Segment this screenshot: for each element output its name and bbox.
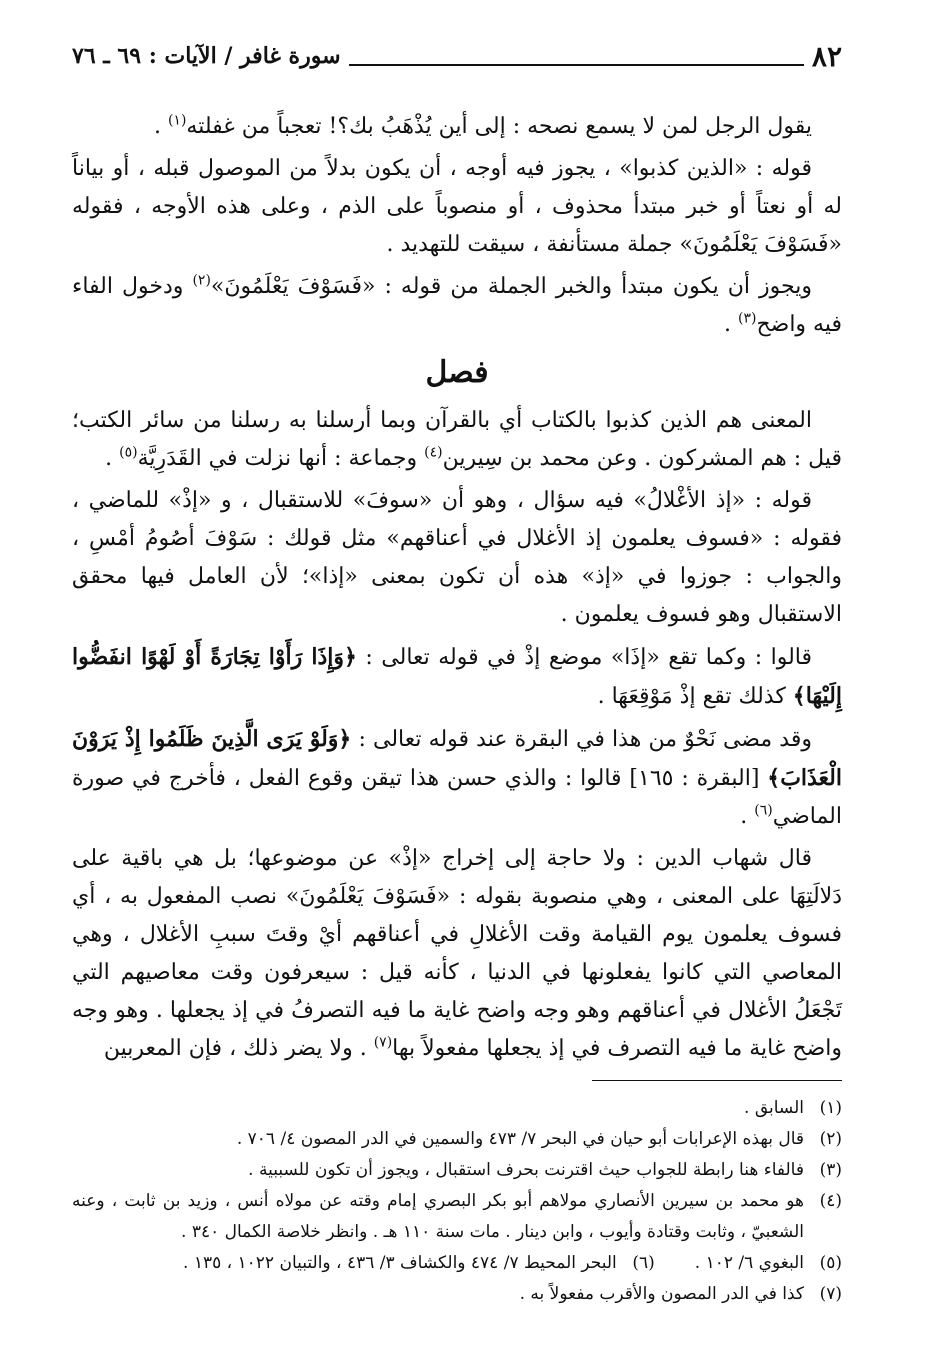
quran-verse: ﴿وَلَوْ يَرَى الَّذِينَ ظَلَمُوا إِذْ يَرَوْنَ الْعَذَابَ﴾ bbox=[72, 726, 842, 791]
header-rule bbox=[349, 64, 804, 66]
paragraph-text: قوله : «إذ الأغْلالُ» فيه سؤال ، وهو أن «سوفَ» للاستقبال ، و «إذْ» للماضي ، فقوله : «فسوف يعلمون إذ الأغلال في أعناقهم» مثل قولك : سَوْفَ أصُومُ أمْسِ ، والجواب : جوزوا في «إذ» هذه أن تكون بمعنى «إذا»؛ لأن العامل فيها محقق الاستقبال وهو فسوف يعلمون . bbox=[72, 488, 842, 627]
quran-verse: ﴿وَإِذَا رَأَوْا تِجَارَةً أَوْ لَهْوًا انفَضُّوا إِلَيْهَا﴾ bbox=[72, 644, 842, 709]
footnote-text: البغوي ٦/ ١٠٢ . bbox=[694, 1253, 804, 1273]
footnote-ref: (٥) bbox=[119, 444, 138, 461]
footnote-text: قال بهذه الإعرابات أبو حيان في البحر ٧/ ٤٧٣ والسمين في الدر المصون ٤/ ٧٠٦ . bbox=[236, 1129, 804, 1149]
paragraph-text: [البقرة : ١٦٥] قالوا : والذي حسن هذا تيقن وقوع الفعل ، فأخرج في صورة الماضي bbox=[72, 766, 842, 829]
paragraph bbox=[72, 720, 842, 836]
paragraph-text: ويجوز أن يكون مبتدأ والخبر الجملة من قوله : «فَسَوْفَ يَعْلَمُونَ» bbox=[210, 274, 812, 299]
paragraph-text: ودخول الفاء فيه واضح bbox=[72, 274, 842, 337]
paragraph-text: يقول الرجل لمن لا يسمع نصحه : إلى أين يُذْهَبُ بك؟! تعجباً من غفلته bbox=[186, 114, 812, 139]
paragraph-text: . bbox=[723, 312, 738, 337]
main-text bbox=[72, 108, 842, 1072]
paragraph-text: كذلك تقع إذْ مَوْقِعَهَا . bbox=[597, 684, 793, 709]
footnote-ref: (١) bbox=[167, 112, 187, 129]
footnotes bbox=[72, 1093, 842, 1310]
paragraph bbox=[72, 108, 842, 146]
footnote-number: (٧) bbox=[819, 1284, 842, 1304]
paragraph-text: المعنى هم الذين كذبوا بالكتاب أي بالقرآن وبما أرسلنا به رسلنا من سائر الكتب؛ قيل : هم المشركون . وعن محمد بن سِيرين bbox=[72, 408, 842, 471]
footnote bbox=[72, 1279, 842, 1310]
paragraph-text: . bbox=[740, 804, 755, 829]
footnote-number: (١) bbox=[819, 1098, 842, 1118]
footnote-text: هو محمد بن سيرين الأنصاري مولاهم أبو بكر البصري إمام وقته عن مولاه أنس ، وزيد بن ثابت ، وعنه الشعبيّ ، وثابت وقتادة وأيوب ، وابن دينار . مات سنة ١١٠ هـ . وانظر خلاصة الكمال ٣٤٠ . bbox=[72, 1191, 804, 1242]
footnote-number: (٤) bbox=[819, 1191, 842, 1211]
footnote-separator bbox=[592, 1080, 842, 1081]
paragraph bbox=[72, 638, 842, 716]
paragraph bbox=[72, 268, 842, 344]
footnote-number: (٣) bbox=[819, 1160, 842, 1180]
section-heading: فصل bbox=[425, 355, 489, 390]
footnote-number: (٢) bbox=[819, 1129, 842, 1149]
paragraph-text: قال شهاب الدين : ولا حاجة إلى إخراج «إذْ» عن موضوعها؛ بل هي باقية على دَلالَتِهَا على المعنى ، وهي منصوبة بقوله : «فَسَوْفَ يَعْلَمُونَ» نصب المفعول به ، أي فسوف يعلمون يوم القيامة وقت الأغلالِ في أعناقهم أيْ وقتَ سببِ الأغلال ، وهي المعاصي التي كانوا يفعلونها في الدنيا ، كأنه قيل : سيعرفون وقت معاصيهم التي تَجْعَلُ الأغلال في أعناقهم وهو وجه واضح غاية ما فيه التصرفُ في إذ يجعلها . وهو وجه واضح غاية ما فيه التصرف في إذ يجعلها مفعولاً بها bbox=[72, 846, 842, 1061]
paragraph-text: . bbox=[153, 114, 168, 139]
footnote-text: السابق . bbox=[744, 1098, 804, 1118]
footnote bbox=[72, 1124, 842, 1155]
paragraph bbox=[72, 402, 842, 478]
paragraph-text: قوله : «الذين كذبوا» ، يجوز فيه أوجه ، أن يكون بدلاً من الموصول قبله ، أو بياناً له أو نعتاً أو خبر مبتدأ محذوف ، أو منصوباً على الذم ، وعلى هذه الأوجه ، فقوله «فَسَوْفَ يَعْلَمُونَ» جملة مستأنفة ، سيقت للتهديد . bbox=[72, 156, 842, 257]
footnote-ref: (٦) bbox=[754, 802, 773, 819]
footnote-number: (٥) bbox=[819, 1253, 842, 1273]
paragraph bbox=[72, 150, 842, 264]
paragraph bbox=[72, 840, 842, 1068]
paragraph bbox=[72, 482, 842, 634]
footnote-text: البحر المحيط ٧/ ٤٧٤ والكشاف ٣/ ٤٣٦ ، والتبيان ١٠٢٢ ، ١٣٥ . bbox=[183, 1253, 617, 1273]
paragraph-text: وقد مضى نَحْوٌ من هذا في البقرة عند قوله تعالى : bbox=[351, 727, 812, 752]
header-title: سورة غافر / الآيات : ٦٩ ـ ٧٦ bbox=[72, 43, 341, 69]
paragraph-text: . bbox=[105, 446, 120, 471]
footnote-ref: (٣) bbox=[737, 310, 757, 327]
footnote-ref: (٢) bbox=[192, 272, 211, 289]
footnote bbox=[183, 1248, 655, 1279]
footnote-ref: (٧) bbox=[373, 1034, 393, 1051]
footnote bbox=[72, 1186, 842, 1248]
footnote-row bbox=[72, 1248, 842, 1279]
footnote bbox=[695, 1248, 842, 1279]
footnote-number: (٦) bbox=[632, 1253, 655, 1273]
footnote bbox=[72, 1155, 842, 1186]
footnote-text: كذا في الدر المصون والأقرب مفعولاً به . bbox=[519, 1284, 804, 1304]
footnote bbox=[72, 1093, 842, 1124]
footnote-text: فالفاء هنا رابطة للجواب حيث اقترنت بحرف استقبال ، ويجوز أن تكون للسببية . bbox=[248, 1160, 804, 1180]
running-header bbox=[72, 36, 842, 76]
page-number: ٨٢ bbox=[811, 39, 842, 73]
paragraph-text: . ولا يضر ذلك ، فإن المعربين bbox=[103, 1036, 374, 1061]
paragraph-text: وجماعة : أنها نزلت في القَدَرِيَّة bbox=[137, 446, 425, 471]
footnote-ref: (٤) bbox=[424, 444, 443, 461]
paragraph-text: قالوا : وكما تقع «إذَا» موضع إذْ في قوله تعالى : bbox=[356, 645, 812, 670]
